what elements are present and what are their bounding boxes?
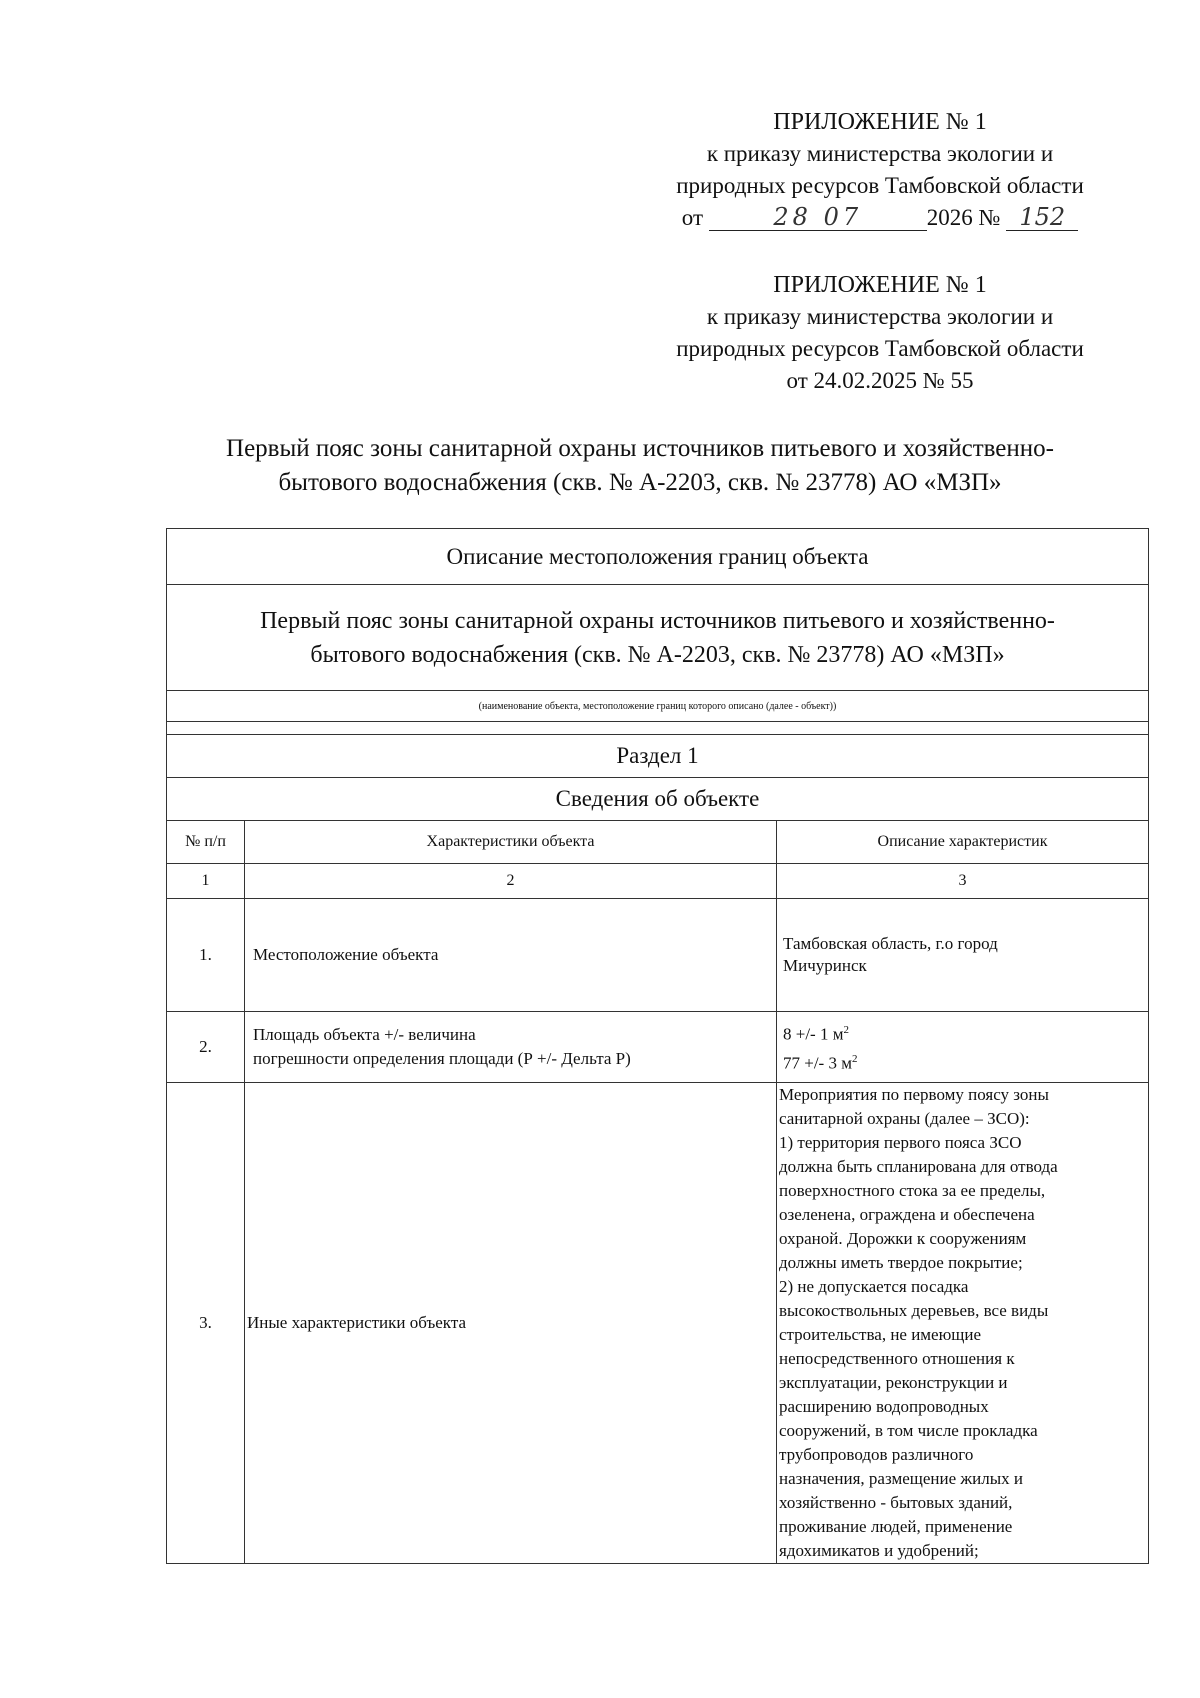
handwritten-number: 152: [1006, 204, 1078, 231]
description-line: озеленена, ограждена и обеспечена: [779, 1205, 1035, 1224]
characteristic: Иные характеристики объекта: [245, 1083, 777, 1564]
table-row: [167, 1083, 1149, 1564]
column-number: 2: [245, 864, 777, 899]
appendix-line: к приказу министерства экологии и: [706, 304, 1054, 329]
column-header: № п/п: [167, 821, 245, 864]
description-header: Описание местоположения границ объекта: [167, 529, 1149, 585]
table-row: [167, 585, 1149, 691]
appendix-line: природных ресурсов Тамбовской области: [676, 336, 1084, 361]
appendix-title: ПРИЛОЖЕНИЕ № 1: [773, 272, 987, 298]
document-title-line: бытового водоснабжения (скв. № А-2203, скв. № 23778) АО «МЗП»: [278, 469, 1002, 496]
area-value: [783, 1047, 1148, 1076]
description-line: Мероприятия по первому поясу зоны: [779, 1085, 1049, 1104]
info-header: Сведения об объекте: [167, 778, 1149, 821]
unit-superscript: 2: [843, 1024, 849, 1037]
description-line: сооружений, в том числе прокладка: [779, 1421, 1038, 1440]
row-number: 3.: [167, 1083, 245, 1564]
description-line: расширению водопроводных: [779, 1397, 989, 1416]
table-row: [167, 778, 1149, 821]
table-row: [167, 691, 1149, 722]
description-line: трубопроводов различного: [779, 1445, 974, 1464]
column-number-row: [167, 864, 1149, 899]
row-number: 1.: [167, 899, 245, 1012]
object-name-line: бытового водоснабжения (скв. № А-2203, скв. № 23778) АО «МЗП»: [310, 641, 1005, 668]
object-name-note: (наименование объекта, местоположение границ которого описано (далее - объект)): [167, 691, 1149, 722]
appendix-line: от 24.02.2025 № 55: [786, 368, 974, 393]
table-row: [167, 722, 1149, 735]
description-line: ядохимикатов и удобрений;: [779, 1541, 979, 1560]
appendix-header-old: [600, 269, 1160, 397]
appendix-header-new: [600, 106, 1160, 234]
characteristic-description: [777, 1083, 1149, 1564]
description-line: Мичуринск: [783, 956, 867, 975]
description-line: должна быть спланирована для отвода: [779, 1157, 1058, 1176]
column-number: 1: [167, 864, 245, 899]
description-line: хозяйственно - бытовых зданий,: [779, 1493, 1013, 1512]
description-line: санитарной охраны (далее – ЗСО):: [779, 1109, 1030, 1128]
year-number-label: 2026 №: [926, 205, 1001, 230]
spacer-cell: [167, 722, 1149, 735]
appendix-line: природных ресурсов Тамбовской области: [676, 173, 1084, 198]
description-line: охраной. Дорожки к сооружениям: [779, 1229, 1027, 1248]
characteristic: [245, 1012, 777, 1083]
area-value-text: 8 +/- 1 м: [783, 1025, 844, 1044]
characteristic-description: [777, 1012, 1149, 1083]
table-row: [167, 735, 1149, 778]
table-header-row: [167, 821, 1149, 864]
description-line: Тамбовская область, г.о город: [783, 934, 998, 953]
description-line: назначения, размещение жилых и: [779, 1469, 1023, 1488]
table-row: [167, 529, 1149, 585]
handwritten-date: 28 07: [709, 204, 927, 231]
characteristic: Местоположение объекта: [245, 899, 777, 1012]
column-header: Характеристики объекта: [245, 821, 777, 864]
object-name: [167, 585, 1149, 691]
area-value: [783, 1018, 1148, 1047]
document-title: [150, 432, 1130, 500]
description-line: непосредственного отношения к: [779, 1349, 1015, 1368]
column-number: 3: [777, 864, 1149, 899]
area-value-text: 77 +/- 3 м: [783, 1053, 852, 1073]
object-table: [166, 528, 1149, 1564]
object-name-line: Первый пояс зоны санитарной охраны источников питьевого и хозяйственно-: [260, 607, 1055, 634]
document-title-line: Первый пояс зоны санитарной охраны источников питьевого и хозяйственно-: [226, 435, 1054, 462]
characteristic-line: погрешности определения площади (Р +/- Дельта Р): [253, 1049, 631, 1068]
description-line: должны иметь твердое покрытие;: [779, 1253, 1023, 1272]
appendix-line: к приказу министерства экологии и: [706, 141, 1054, 166]
date-prefix: от: [681, 205, 704, 230]
table-row: [167, 1012, 1149, 1083]
characteristic-line: Площадь объекта +/- величина: [253, 1025, 476, 1044]
table-row: [167, 899, 1149, 1012]
description-line: проживание людей, применение: [779, 1517, 1013, 1536]
appendix-title: ПРИЛОЖЕНИЕ № 1: [773, 109, 987, 135]
characteristic-description: [777, 899, 1149, 1012]
section-title: Раздел 1: [167, 735, 1149, 778]
row-number: 2.: [167, 1012, 245, 1083]
description-line: поверхностного стока за ее пределы,: [779, 1181, 1046, 1200]
appendix-date-line: [600, 202, 1160, 234]
description-line: эксплуатации, реконструкции и: [779, 1373, 1008, 1392]
unit-superscript: 2: [851, 1053, 858, 1065]
description-line: 2) не допускается посадка: [779, 1277, 969, 1296]
description-line: высокоствольных деревьев, все виды: [779, 1301, 1049, 1320]
description-line: 1) территория первого пояса ЗСО: [779, 1133, 1022, 1152]
description-line: строительства, не имеющие: [779, 1325, 982, 1344]
column-header: Описание характеристик: [777, 821, 1149, 864]
